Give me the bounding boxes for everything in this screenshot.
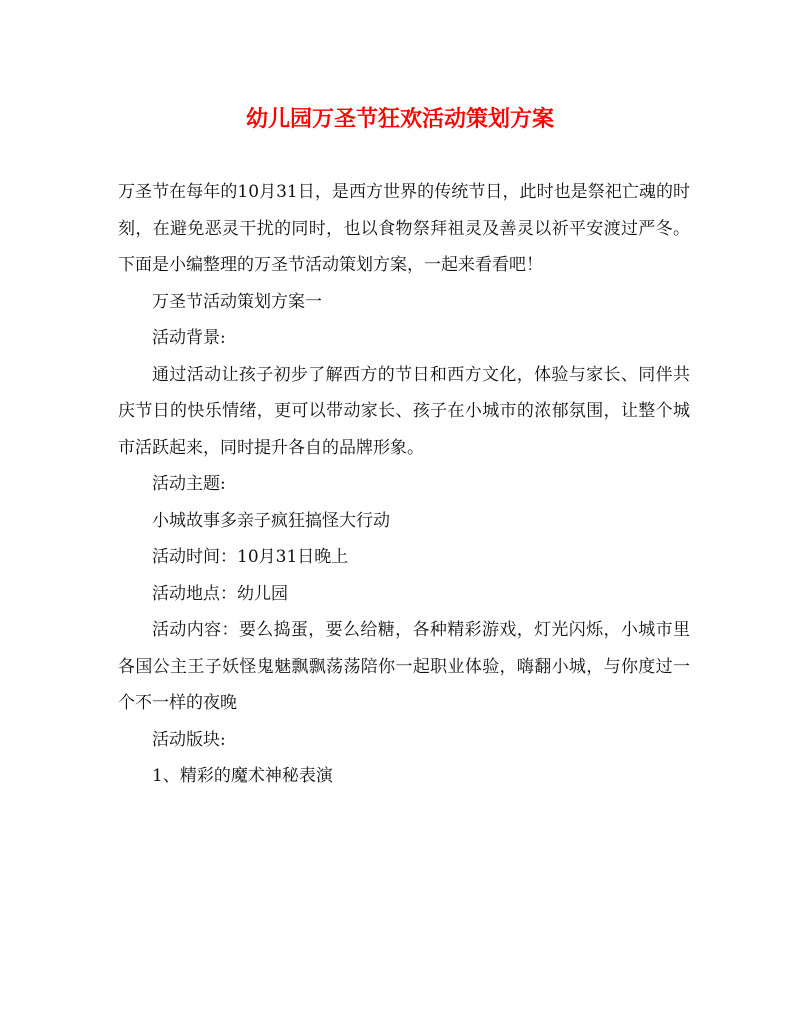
intro-paragraph: 万圣节在每年的10月31日，是西方世界的传统节日，此时也是祭祀亡魂的时刻，在避免恶灵干扰的同时，也以食物祭拜祖灵及善灵以祈平安渡过严冬。下面是小编整理的万圣节活动策划方案，一起来看看吧！ (118, 182, 690, 275)
label-theme: 活动主题: (152, 474, 226, 494)
label-sections: 活动版块: (152, 729, 226, 750)
theme-text: 小城故事多亲子疯狂搞怪大行动 (152, 510, 390, 531)
document-title: 幼儿园万圣节狂欢活动策划方案 (245, 106, 554, 132)
section-item-1: 1、精彩的魔术神秘表演 (152, 766, 333, 786)
label-background: 活动背景: (152, 328, 226, 348)
activity-content-paragraph: 活动内容：要么捣蛋，要么给糖，各种精彩游戏，灯光闪烁，小城市里各国公主王子妖怪鬼魅飘飘荡荡陪你一起职业体验，嗨翻小城，与你度过一个不一样的夜晚 (118, 620, 690, 713)
activity-time: 活动时间：10月31日晚上 (152, 547, 349, 567)
section-heading-plan-one: 万圣节活动策划方案一 (152, 291, 322, 312)
activity-location: 活动地点：幼儿园 (152, 583, 288, 604)
background-paragraph: 通过活动让孩子初步了解西方的节日和西方文化，体验与家长、同伴共庆节日的快乐情绪，更可以带动家长、孩子在小城市的浓郁氛围，让整个城市活跃起来，同时提升各自的品牌形象。 (118, 364, 690, 458)
document-body (118, 174, 690, 795)
